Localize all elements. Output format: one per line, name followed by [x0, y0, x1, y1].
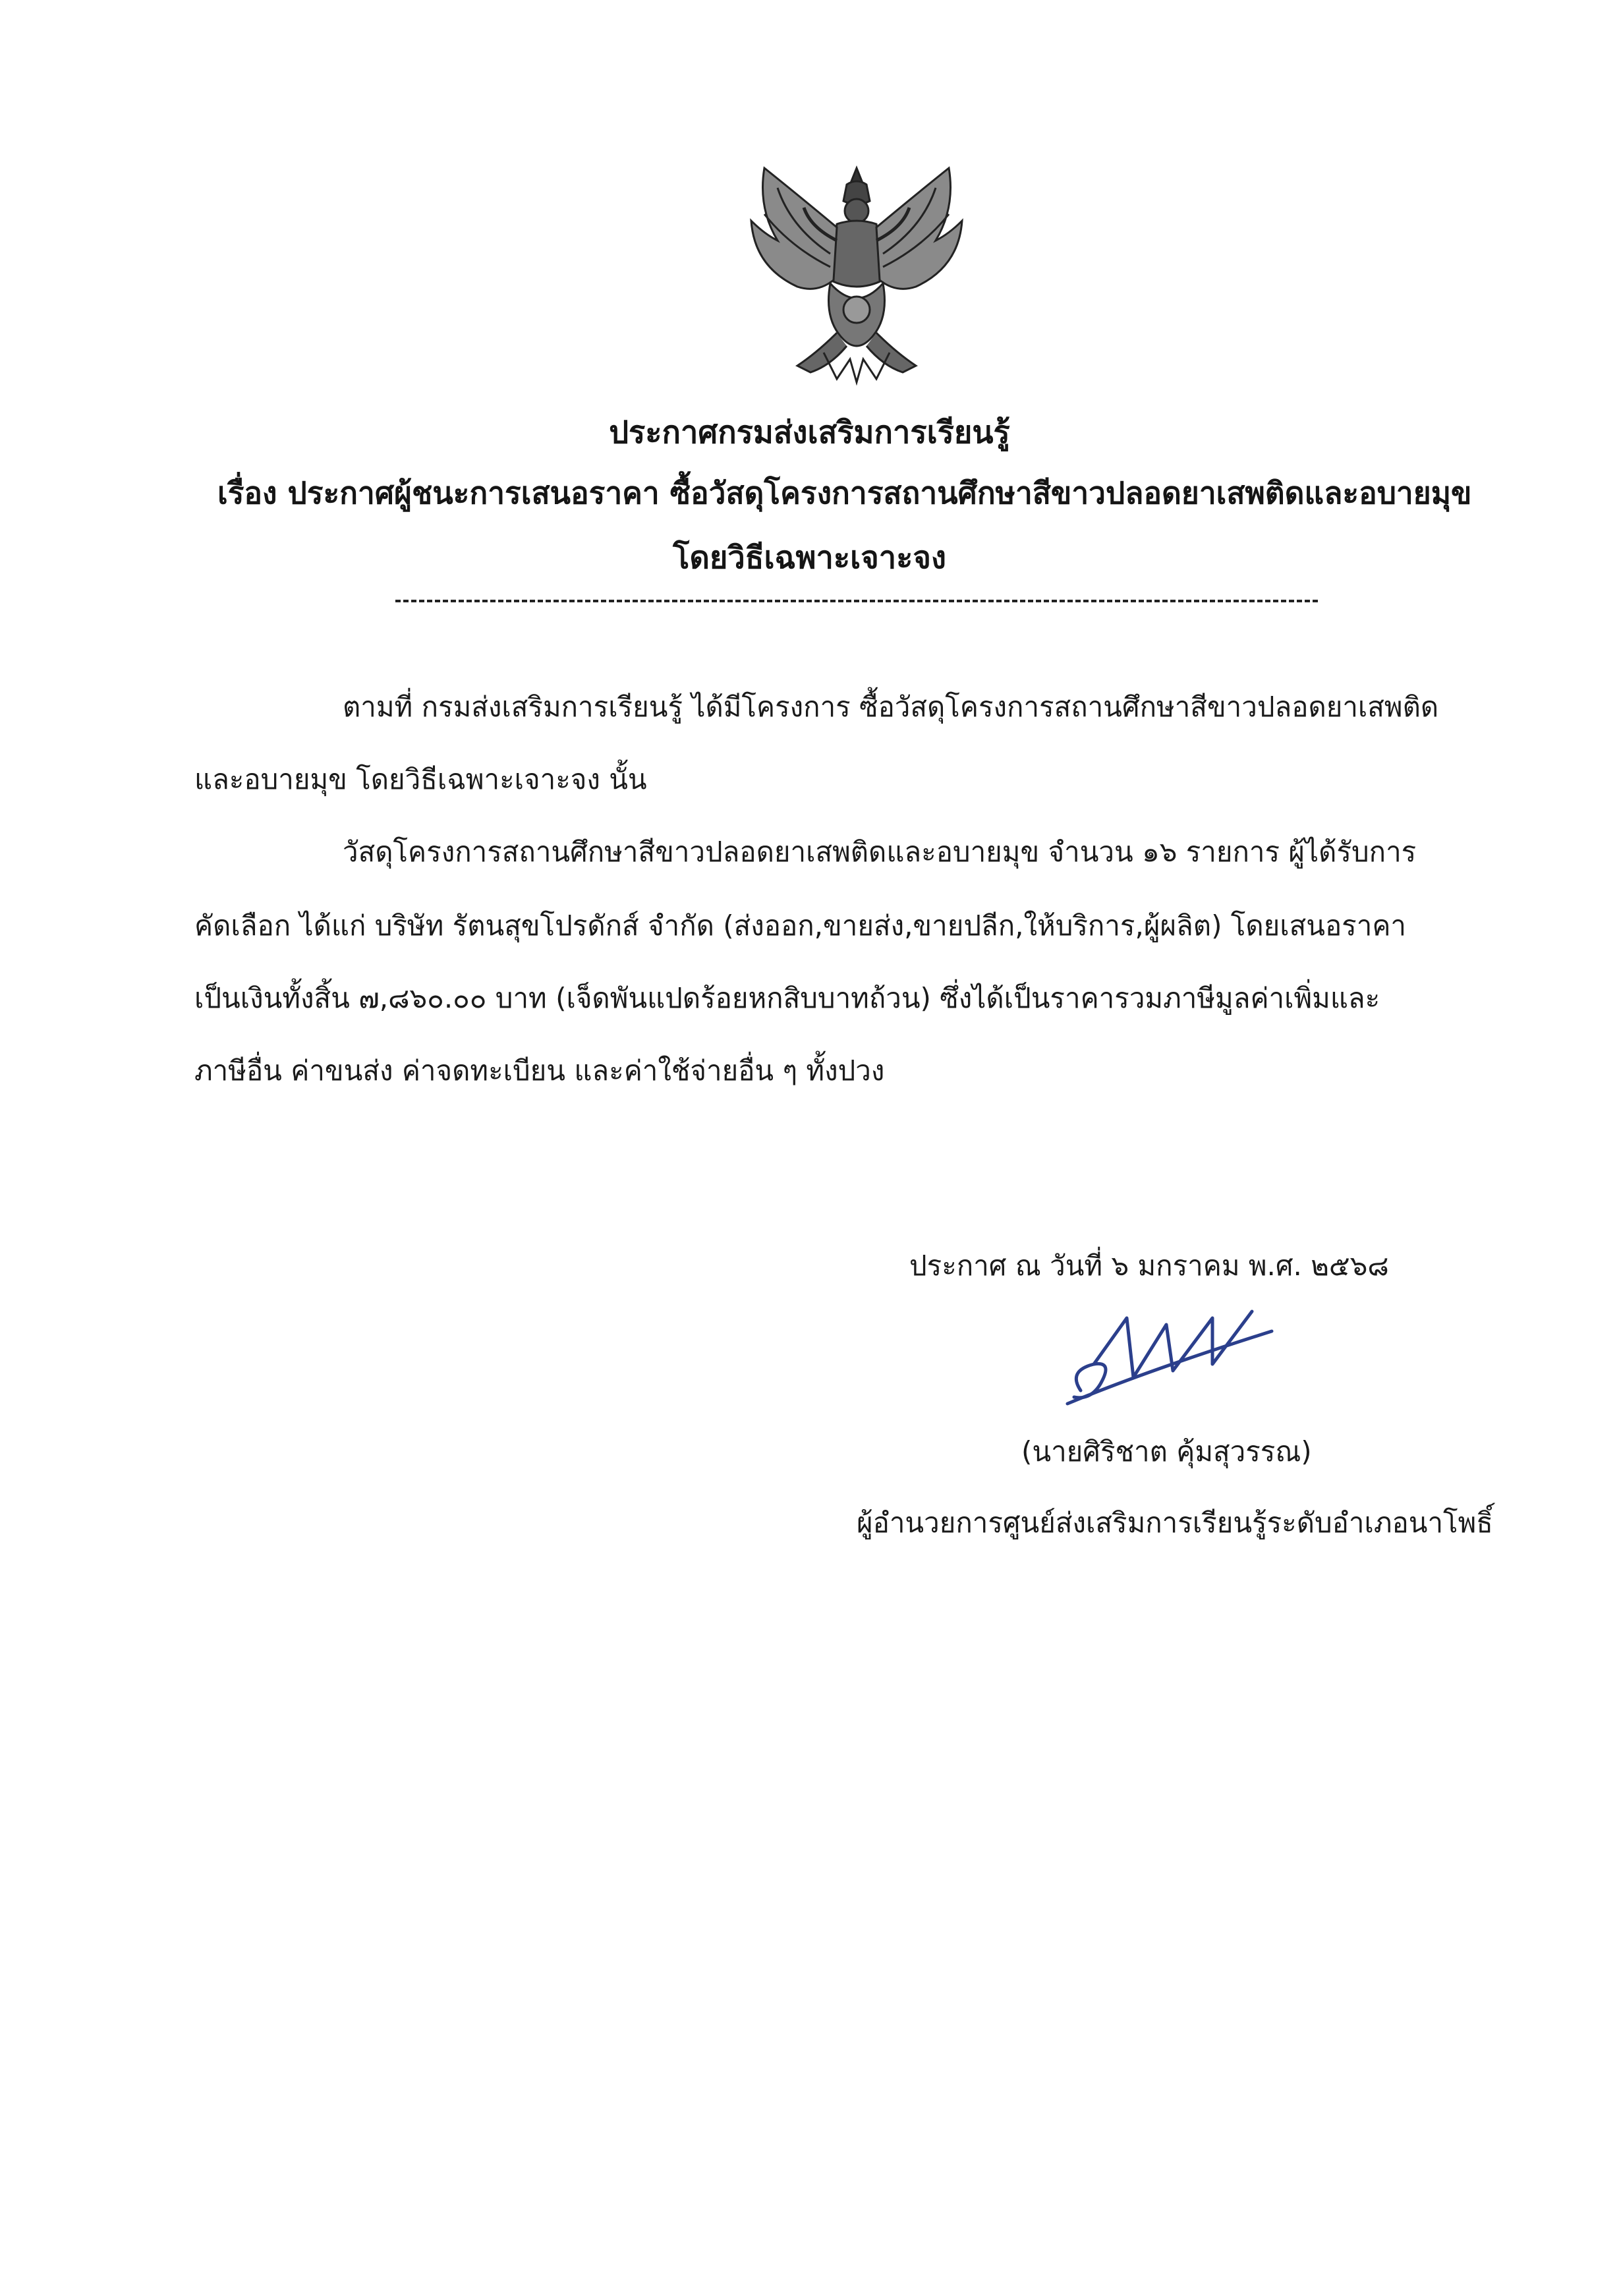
announcement-agency-title: ประกาศกรมส่งเสริมการเรียนรู้ — [609, 415, 1010, 451]
signer-position: ผู้อำนวยการศูนย์ส่งเสริมการเรียนรู้ระดับอำเภอนาโพธิ์ — [857, 1507, 1493, 1539]
header-divider — [395, 600, 1318, 602]
garuda-emblem-icon — [738, 155, 975, 386]
handwritten-signature-icon — [1054, 1292, 1292, 1423]
body-paragraph-1-line-1: ตามที่ กรมส่งเสริมการเรียนรู้ ได้มีโครงการ ซื้อวัสดุโครงการสถานศึกษาสีขาวปลอดยาเสพติด — [343, 691, 1439, 723]
body-paragraph-2-line-3: เป็นเงินทั้งสิ้น ๗,๘๖๐.๐๐ บาท (เจ็ดพันแปดร้อยหกสิบบาทถ้วน) ซึ่งได้เป็นราคารวมภาษีมูลค่าเพิ่มและ — [194, 982, 1380, 1014]
body-paragraph-2-line-4: ภาษีอื่น ค่าขนส่ง ค่าจดทะเบียน และค่าใช้จ่ายอื่น ๆ ทั้งปวง — [194, 1054, 885, 1087]
body-paragraph-2-line-1: วัสดุโครงการสถานศึกษาสีขาวปลอดยาเสพติดและอบายมุข จำนวน ๑๖ รายการ ผู้ได้รับการ — [343, 836, 1417, 868]
announcement-subject: เรื่อง ประกาศผู้ชนะการเสนอราคา ซื้อวัสดุโครงการสถานศึกษาสีขาวปลอดยาเสพติดและอบายมุข — [217, 475, 1472, 511]
body-paragraph-2-line-2: คัดเลือก ได้แก่ บริษัท รัตนสุขโปรดักส์ จำกัด (ส่งออก,ขายส่ง,ขายปลีก,ให้บริการ,ผู้ผลิต) โดยเสนอราคา — [194, 909, 1406, 942]
procurement-method: โดยวิธีเฉพาะเจาะจง — [673, 540, 946, 576]
body-paragraph-1-line-2: และอบายมุข โดยวิธีเฉพาะเจาะจง นั้น — [194, 763, 647, 795]
announcement-date: ประกาศ ณ วันที่ ๖ มกราคม พ.ศ. ๒๕๖๘ — [909, 1249, 1389, 1282]
signer-name: (นายศิริชาต คุ้มสุวรรณ) — [1021, 1435, 1312, 1468]
